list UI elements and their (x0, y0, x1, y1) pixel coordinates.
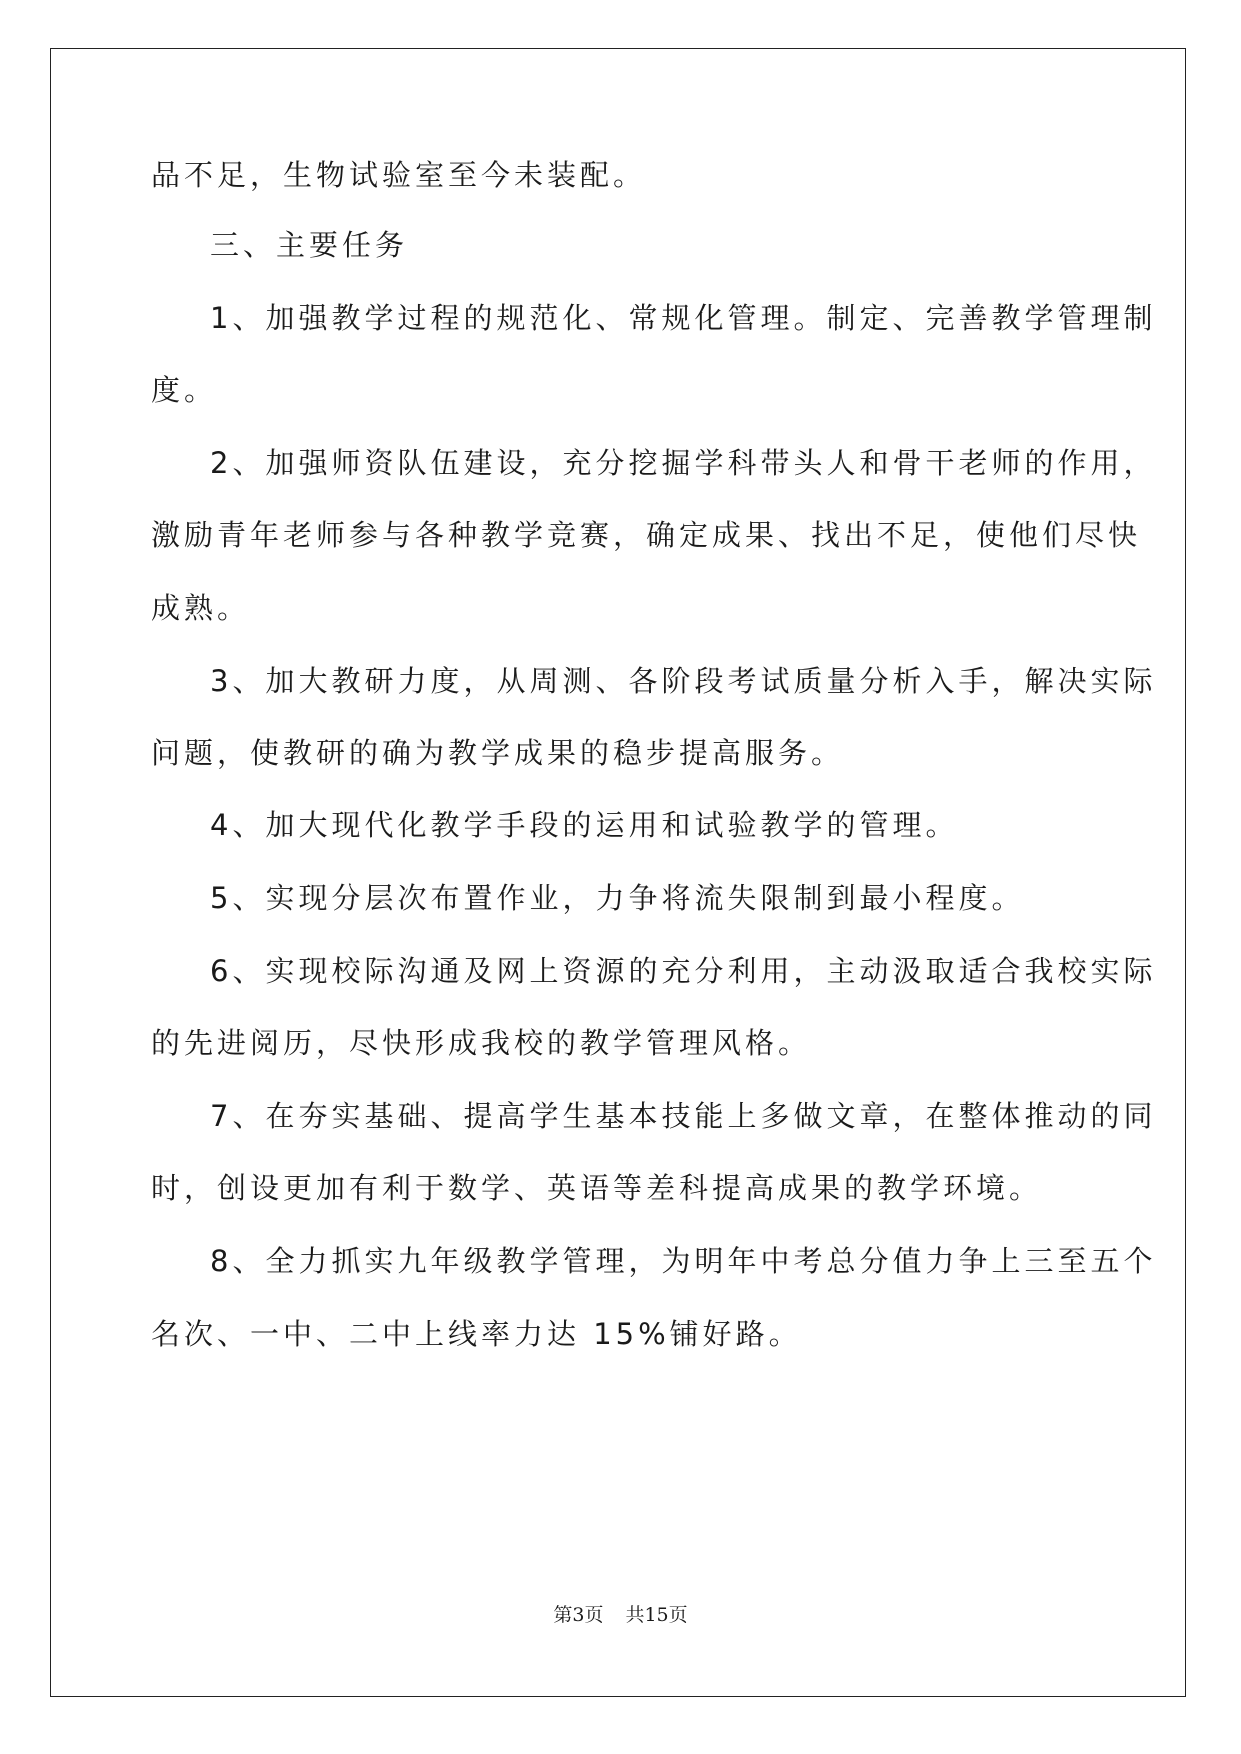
text-line: 2、加强师资队伍建设，充分挖掘学科带头人和骨干老师的作用， (210, 446, 1157, 480)
page-total: 共15页 (625, 1604, 688, 1626)
text-line: 7、在夯实基础、提高学生基本技能上多做文章，在整体推动的同 (210, 1099, 1157, 1133)
text-line: 4、加大现代化教学手段的运用和试验教学的管理。 (210, 808, 959, 842)
text-line: 1、加强教学过程的规范化、常规化管理。制定、完善教学管理制 (210, 301, 1157, 335)
text-line: 的先进阅历，尽快形成我校的教学管理风格。 (151, 1026, 812, 1060)
page-border (50, 48, 1186, 1697)
text-line: 激励青年老师参与各种教学竞赛，确定成果、找出不足，使他们尽快 (151, 518, 1142, 552)
section-heading: 三、主要任务 (210, 228, 409, 262)
page-footer (0, 1603, 1241, 1627)
text-line: 问题，使教研的确为教学成果的稳步提高服务。 (151, 736, 845, 770)
text-line: 3、加大教研力度，从周测、各阶段考试质量分析入手，解决实际 (210, 664, 1157, 698)
text-line: 度。 (151, 373, 218, 407)
text-line: 8、全力抓实九年级教学管理，为明年中考总分值力争上三至五个 (210, 1244, 1157, 1278)
text-line: 名次、一中、二中上线率力达 15%铺好路。 (151, 1317, 802, 1351)
page-number: 第3页 (553, 1604, 604, 1626)
text-line: 5、实现分层次布置作业，力争将流失限制到最小程度。 (210, 881, 1025, 915)
text-line: 成熟。 (151, 591, 251, 625)
text-line: 6、实现校际沟通及网上资源的充分利用，主动汲取适合我校实际 (210, 954, 1157, 988)
text-line: 品不足，生物试验室至今未装配。 (151, 158, 647, 192)
text-line: 时，创设更加有利于数学、英语等差科提高成果的教学环境。 (151, 1171, 1043, 1205)
